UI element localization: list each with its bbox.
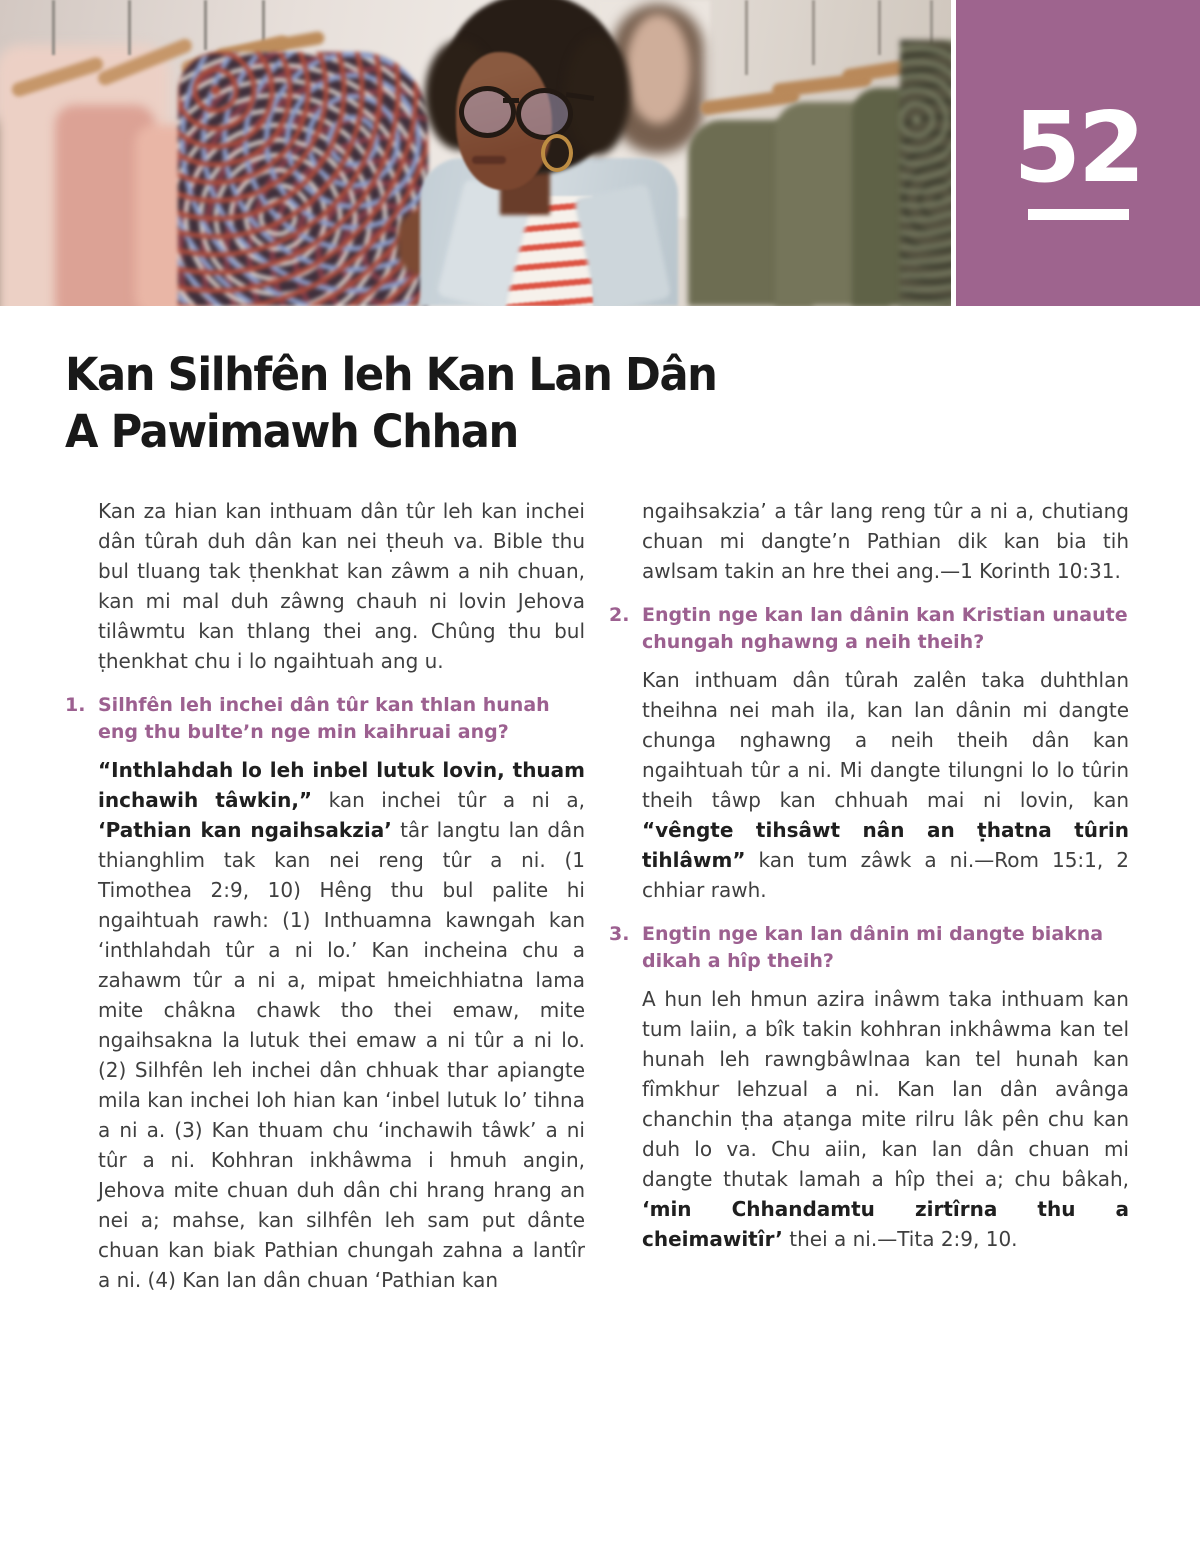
- question-1-text: Silhfên leh inchei dân tûr kan thlan hunah eng thu bulte’n nge min kaihruai ang?: [98, 694, 550, 743]
- right-column: [609, 496, 1129, 1308]
- paragraph-1-continued: ngaihsakzia’ a târ lang reng tûr a ni a, chutiang chuan mi dangte’n Pathian dik kan bia tih awlsam takin an hre thei ang.—1 Korinth 10:31.: [642, 499, 1129, 583]
- glasses-lens-right: [516, 88, 573, 140]
- quoted-principle: “Inthlahdah lo leh inbel lutuk lovin, thuam inchawih tâwkin,”: [98, 758, 585, 812]
- hanger-hook: [878, 0, 881, 55]
- paragraph-2: Kan inthuam dân tûrah zalên taka duhthlan theihna nei mah ila, kan lan dânin mi dangte chunga nghawng a neih theih dân kan ngaihtuah tûr a ni. Mi dangte tilungni lo lo tûrin theih tâwp kan chhuah mai ni lovin, kan “vêngte tihsâwt nân an ṭhatna tûrin tihlâwm” kan tum zâwk a ni.—Rom 15:1, 2 chhiar rawh.: [642, 668, 1129, 902]
- patterned-garment-right: [900, 40, 951, 306]
- intro-paragraph: Kan za hian kan inthuam dân tûr leh kan inchei dân tûrah duh dân kan nei ṭheuh va. Bible thu bul tluang tak ṭhenkhat kan zâwm a nih chuan, kan mi mal duh zâwng chauh ni lovin Jehova tilâwmtu kan thlang thei ang. Chûng thu bul ṭhenkhat chu i lo ngaihtuah ang u.: [98, 499, 585, 673]
- header-photo: [0, 0, 951, 306]
- paragraph-1: “Inthlahdah lo leh inbel lutuk lovin, thuam inchawih tâwkin,” kan inchei tûr a ni a, ‘Pathian kan ngaihsakzia’ târ langtu lan dân thianghlim tak kan nei reng tûr a ni. (1 Timothea 2:9, 10) Hêng thu bul palite hi ngaihtuah rawh: (1) Inthuamna kawngah kan ‘inthlahdah tûr a ni lo.’ Kan incheina chu a zahawm tûr a ni a, mipat hmeichhiatna lama mite châkna chawk tho thei emaw, mite ngaihsakna la lutuk thei emaw a ni tûr a ni lo. (2) Silhfên leh inchei dân chhuak thar apiangte mila kan inchei loh hian kan ‘inbel lutuk lo’ tihna a ni a. (3) Kan thuam chu ‘inchawih tâwk’ a ni tûr a ni. Kohhran inkhâwma i hmuh angin, Jehova mite chuan duh dân chi hrang hrang an nei a; mahse, kan silhfên leh sam put dânte chuan kan biak Pathian chungah zahna a lantîr a ni. (4) Kan lan dân chuan ‘Pathian kan: [98, 758, 585, 1292]
- question-2: [609, 602, 1129, 656]
- hanger-hook: [745, 0, 748, 75]
- lesson-number-underline: [1028, 209, 1129, 220]
- question-1-number: 1.: [65, 694, 86, 716]
- paragraph-3: A hun leh hmun azira inâwm taka inthuam kan tum laiin, a bîk takin kohhran inkhâwma kan tel hunah leh rawngbâwlnaa kan tel hunah kan fîmkhur lehzual a ni. Kan lan dân avânga chanchin ṭha aṭanga mite rilru lâk pên chu kan duh lo va. Chu aiin, kan lan dân chuan mi dangte thutak lamah a hîp thei a; chu bâkah, ‘min Chhandamtu zirtîrna thu a cheimawitîr’ thei a ni.—Tita 2:9, 10.: [642, 987, 1129, 1251]
- hanger-hook: [262, 0, 265, 45]
- hanger-hook: [812, 0, 815, 65]
- page-title: [65, 346, 716, 460]
- glasses-lens-left: [459, 86, 516, 138]
- hanger-hook: [52, 0, 55, 55]
- lesson-number: 52: [1013, 91, 1143, 205]
- hanger-hook: [204, 0, 207, 50]
- question-2-number: 2.: [609, 604, 630, 626]
- question-1: [65, 692, 585, 746]
- quoted-principle: “vêngte tihsâwt nân an ṭhatna tûrin tihlâwm”: [642, 818, 1129, 872]
- quoted-principle: ‘Pathian kan ngaihsakzia’: [98, 818, 392, 842]
- article-body: [65, 496, 1129, 1308]
- question-3-number: 3.: [609, 923, 630, 945]
- page-title-line1: Kan Silhfên leh Kan Lan Dân: [65, 348, 717, 401]
- quoted-principle: ‘min Chhandamtu zirtîrna thu a cheimawitîr’: [642, 1197, 1129, 1251]
- left-column: [65, 496, 585, 1308]
- floral-jacket: [178, 52, 428, 306]
- question-3: [609, 921, 1129, 975]
- question-3-text: Engtin nge kan lan dânin mi dangte biakna dikah a hîp theih?: [642, 923, 1104, 972]
- glasses-bridge: [503, 98, 519, 103]
- page-title-line2: A Pawimawh Chhan: [65, 405, 518, 458]
- question-2-text: Engtin nge kan lan dânin kan Kristian unaute chungah nghawng a neih theih?: [642, 604, 1128, 653]
- poster-face: [626, 14, 690, 124]
- hanger-hook: [128, 0, 131, 55]
- shopper-earring: [541, 134, 573, 172]
- lesson-number-block: [956, 0, 1200, 306]
- page-header: [0, 0, 1200, 306]
- shopper-mouth: [472, 156, 506, 164]
